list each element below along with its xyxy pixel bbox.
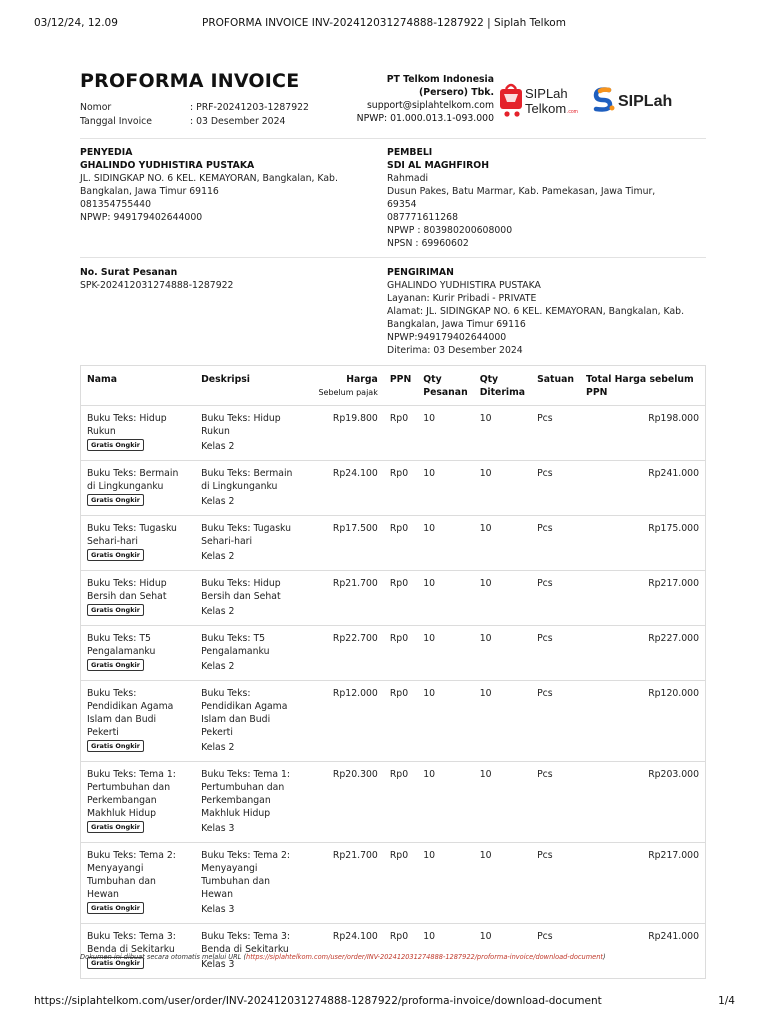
cell-deskripsi-text: Buku Teks: Tema 2: Menyayangi Tumbuhan dan Hewan [201, 850, 291, 900]
cell-qty-diterima-text: 10 [479, 769, 492, 780]
penyedia-heading: PENYEDIA [80, 147, 133, 158]
cell-qty-diterima [474, 516, 531, 571]
cell-deskripsi [195, 571, 308, 626]
siplah-telkom-logo [498, 80, 588, 120]
cell-qty-pesanan-text: 10 [423, 468, 436, 479]
cell-qty-pesanan-text: 10 [423, 769, 436, 780]
cell-satuan-text: Pcs [537, 850, 553, 861]
cell-total [580, 516, 706, 571]
cell-qty-pesanan [417, 571, 473, 626]
gratis-ongkir-badge: Gratis Ongkir [87, 439, 144, 451]
tanggal-label: Tanggal Invoice [80, 116, 153, 127]
cell-harga [308, 516, 384, 571]
pembeli-address2: 69354 [387, 199, 417, 210]
logo1-suffix: .com [567, 109, 578, 115]
pembeli-address1: Dusun Pakes, Batu Marmar, Kab. Pamekasan, Jawa Timur, [387, 186, 656, 197]
cell-nama-text: Buku Teks: Pendidikan Agama Islam dan Budi Pekerti [87, 688, 174, 738]
pembeli-section [387, 146, 707, 250]
col-header-harga [308, 366, 384, 406]
cell-nama-text: Buku Teks: Tugasku Sehari-hari [87, 523, 177, 547]
cell-satuan [531, 461, 580, 516]
penyedia-name: GHALINDO YUDHISTIRA PUSTAKA [80, 160, 255, 171]
cell-harga [308, 924, 384, 979]
kelas-label: Kelas 3 [201, 823, 235, 834]
cell-satuan [531, 924, 580, 979]
cell-qty-pesanan [417, 924, 473, 979]
penyedia-npwp: NPWP: 949179402644000 [80, 212, 203, 223]
cell-ppn-text: Rp0 [389, 850, 409, 861]
company-name-line2: (Persero) Tbk. [419, 87, 494, 98]
cell-nama-text: Buku Teks: Bermain di Lingkunganku [87, 468, 179, 492]
cell-satuan-text: Pcs [537, 931, 553, 942]
table-row [81, 516, 706, 571]
cell-nama-text: Buku Teks: Tema 1: Pertumbuhan dan Perkembangan Makhluk Hidup [87, 769, 176, 819]
cell-satuan [531, 762, 580, 843]
pengiriman-alamat2: Bangkalan, Jawa Timur 69116 [387, 319, 526, 330]
cell-qty-diterima [474, 571, 531, 626]
cell-total-text: Rp217.000 [648, 850, 699, 861]
cell-nama-text: Buku Teks: Hidup Rukun [87, 413, 167, 437]
items-table [80, 365, 706, 979]
cell-nama [81, 762, 196, 843]
cell-nama-text: Buku Teks: Hidup Bersih dan Sehat [87, 578, 167, 602]
col-header-harga-label: Harga [346, 374, 378, 385]
pengiriman-section [387, 266, 707, 357]
table-row [81, 843, 706, 924]
cell-harga-text: Rp20.300 [332, 769, 378, 780]
cell-ppn-text: Rp0 [389, 769, 409, 780]
cell-qty-pesanan [417, 406, 473, 461]
cell-qty-pesanan-text: 10 [423, 850, 436, 861]
cell-deskripsi [195, 516, 308, 571]
pembeli-name: SDI AL MAGHFIROH [387, 160, 489, 171]
cell-total [580, 461, 706, 516]
cell-harga [308, 762, 384, 843]
cell-ppn [384, 924, 417, 979]
gratis-ongkir-badge: Gratis Ongkir [87, 494, 144, 506]
cell-total-text: Rp241.000 [648, 468, 699, 479]
cell-qty-diterima [474, 461, 531, 516]
pengiriman-name: GHALINDO YUDHISTIRA PUSTAKA [387, 280, 541, 291]
logo1-line2: Telkom [525, 101, 567, 116]
note-text: Dokumen ini dibuat secara otomatis melalui URL ( [80, 953, 247, 961]
cell-deskripsi-text: Buku Teks: Hidup Bersih dan Sehat [201, 578, 281, 602]
col-header-deskripsi: Deskripsi [195, 366, 308, 406]
cell-ppn [384, 681, 417, 762]
cell-qty-pesanan [417, 843, 473, 924]
cell-total [580, 762, 706, 843]
cell-deskripsi [195, 681, 308, 762]
cell-nama [81, 681, 196, 762]
cell-total-text: Rp217.000 [648, 578, 699, 589]
cell-harga [308, 843, 384, 924]
cell-nama [81, 843, 196, 924]
print-page-title: PROFORMA INVOICE INV-202412031274888-1287922 | Siplah Telkom [202, 17, 566, 29]
cell-total [580, 571, 706, 626]
cell-total [580, 924, 706, 979]
cell-qty-diterima [474, 924, 531, 979]
cell-qty-pesanan [417, 516, 473, 571]
kelas-label: Kelas 2 [201, 606, 235, 617]
pembeli-npsn: NPSN : 69960602 [387, 238, 469, 249]
kelas-label: Kelas 3 [201, 904, 235, 915]
cell-ppn-text: Rp0 [389, 688, 409, 699]
cell-harga-text: Rp21.700 [332, 850, 378, 861]
cell-harga-text: Rp17.500 [332, 523, 378, 534]
cell-satuan-text: Pcs [537, 578, 553, 589]
cell-total [580, 406, 706, 461]
pengiriman-layanan: Layanan: Kurir Pribadi - PRIVATE [387, 293, 537, 304]
note-close: ) [603, 953, 606, 961]
cell-total-text: Rp203.000 [648, 769, 699, 780]
col-header-nama: Nama [81, 366, 196, 406]
print-datetime: 03/12/24, 12.09 [34, 17, 118, 29]
cell-deskripsi [195, 762, 308, 843]
cell-nama [81, 406, 196, 461]
cell-deskripsi-text: Buku Teks: Pendidikan Agama Islam dan Budi Pekerti [201, 688, 288, 738]
cell-qty-pesanan-text: 10 [423, 523, 436, 534]
cell-harga [308, 461, 384, 516]
col-header-qty-pesanan: Qty Pesanan [417, 366, 473, 406]
cell-deskripsi [195, 406, 308, 461]
cell-harga-text: Rp19.800 [332, 413, 378, 424]
logo2-text: SIPLah [618, 93, 673, 110]
cell-qty-diterima-text: 10 [479, 468, 492, 479]
cell-nama [81, 461, 196, 516]
gratis-ongkir-badge: Gratis Ongkir [87, 902, 144, 914]
cell-harga [308, 406, 384, 461]
cell-deskripsi [195, 626, 308, 681]
cell-ppn-text: Rp0 [389, 931, 409, 942]
table-header-row [81, 366, 706, 406]
header-divider [80, 138, 706, 139]
cell-satuan [531, 516, 580, 571]
cell-qty-diterima [474, 626, 531, 681]
cell-deskripsi-text: Buku Teks: Tema 1: Pertumbuhan dan Perkembangan Makhluk Hidup [201, 769, 291, 819]
cell-qty-diterima-text: 10 [479, 523, 492, 534]
cell-harga [308, 681, 384, 762]
gratis-ongkir-badge: Gratis Ongkir [87, 549, 144, 561]
kelas-label: Kelas 2 [201, 661, 235, 672]
cell-ppn-text: Rp0 [389, 578, 409, 589]
cell-satuan [531, 843, 580, 924]
table-row [81, 924, 706, 979]
gratis-ongkir-badge: Gratis Ongkir [87, 659, 144, 671]
cell-deskripsi-text: Buku Teks: Tugasku Sehari-hari [201, 523, 292, 547]
col-header-harga-sub: Sebelum pajak [318, 388, 378, 397]
cell-qty-diterima [474, 843, 531, 924]
cell-total [580, 626, 706, 681]
cell-satuan-text: Pcs [537, 633, 553, 644]
kelas-label: Kelas 3 [201, 959, 235, 970]
cell-harga-text: Rp12.000 [332, 688, 378, 699]
penyedia-phone: 081354755440 [80, 199, 151, 210]
note-link[interactable]: https://siplahtelkom.com/user/order/INV-202412031274888-1287922/proforma-invoice/download-document [246, 953, 603, 961]
pembeli-heading: PEMBELI [387, 147, 433, 158]
table-row [81, 681, 706, 762]
cell-total-text: Rp175.000 [648, 523, 699, 534]
siplah-s-icon [596, 90, 615, 111]
cell-satuan-text: Pcs [537, 413, 553, 424]
pembeli-contact: Rahmadi [387, 173, 429, 184]
cell-nama [81, 924, 196, 979]
pengiriman-diterima: Diterima: 03 Desember 2024 [387, 345, 523, 356]
gratis-ongkir-badge: Gratis Ongkir [87, 821, 144, 833]
print-page-indicator: 1/4 [718, 995, 735, 1007]
cell-satuan [531, 626, 580, 681]
penyedia-address2: Bangkalan, Jawa Timur 69116 [80, 186, 219, 197]
surat-pesanan-heading: No. Surat Pesanan [80, 267, 178, 278]
penyedia-section [80, 146, 370, 224]
cell-nama [81, 571, 196, 626]
cell-ppn [384, 626, 417, 681]
cell-satuan-text: Pcs [537, 468, 553, 479]
cell-total-text: Rp198.000 [648, 413, 699, 424]
cell-harga [308, 571, 384, 626]
cell-qty-diterima [474, 406, 531, 461]
penyedia-address1: JL. SIDINGKAP NO. 6 KEL. KEMAYORAN, Bangkalan, Kab. [80, 173, 338, 184]
pengiriman-heading: PENGIRIMAN [387, 267, 454, 278]
cell-satuan [531, 571, 580, 626]
cell-qty-pesanan-text: 10 [423, 931, 436, 942]
cell-qty-diterima-text: 10 [479, 931, 492, 942]
cell-ppn-text: Rp0 [389, 413, 409, 424]
cell-deskripsi-text: Buku Teks: Tema 3: Benda di Sekitarku [201, 931, 291, 955]
auto-generated-note [80, 953, 606, 961]
cell-ppn [384, 762, 417, 843]
cell-ppn-text: Rp0 [389, 633, 409, 644]
cell-ppn [384, 571, 417, 626]
cell-deskripsi [195, 924, 308, 979]
pembeli-phone: 087771611268 [387, 212, 458, 223]
section-divider [80, 257, 706, 258]
cell-ppn [384, 461, 417, 516]
cell-satuan-text: Pcs [537, 523, 553, 534]
cell-total [580, 843, 706, 924]
table-row [81, 571, 706, 626]
siplah-logo [590, 84, 680, 114]
cell-ppn [384, 406, 417, 461]
pengiriman-npwp: NPWP:949179402644000 [387, 332, 507, 343]
cell-qty-diterima-text: 10 [479, 413, 492, 424]
cell-qty-pesanan [417, 626, 473, 681]
cell-total [580, 681, 706, 762]
cell-satuan-text: Pcs [537, 769, 553, 780]
nomor-value: : PRF-20241203-1287922 [190, 102, 309, 113]
kelas-label: Kelas 2 [201, 496, 235, 507]
cell-qty-diterima-text: 10 [479, 633, 492, 644]
gratis-ongkir-badge: Gratis Ongkir [87, 604, 144, 616]
nomor-label: Nomor [80, 102, 112, 113]
kelas-label: Kelas 2 [201, 742, 235, 753]
cell-satuan-text: Pcs [537, 688, 553, 699]
table-row [81, 406, 706, 461]
table-row [81, 461, 706, 516]
tanggal-value: : 03 Desember 2024 [190, 116, 286, 127]
cell-ppn-text: Rp0 [389, 523, 409, 534]
cell-harga-text: Rp21.700 [332, 578, 378, 589]
cell-nama [81, 626, 196, 681]
cell-qty-diterima [474, 762, 531, 843]
company-npwp: NPWP: 01.000.013.1-093.000 [356, 113, 494, 124]
document-title: PROFORMA INVOICE [80, 70, 300, 92]
cell-ppn [384, 843, 417, 924]
cell-deskripsi [195, 461, 308, 516]
surat-pesanan-value: SPK-202412031274888-1287922 [80, 280, 234, 291]
company-email: support@siplahtelkom.com [366, 100, 494, 111]
cell-qty-pesanan-text: 10 [423, 633, 436, 644]
cell-harga-text: Rp22.700 [332, 633, 378, 644]
cart-icon [500, 85, 522, 117]
pembeli-npwp: NPWP : 803980200608000 [387, 225, 513, 236]
print-url: https://siplahtelkom.com/user/order/INV-202412031274888-1287922/proforma-invoice/download-document [34, 995, 602, 1007]
logo1-line1: SIPLah [525, 86, 568, 101]
col-header-ppn: PPN [384, 366, 417, 406]
cell-nama-text: Buku Teks: Tema 2: Menyayangi Tumbuhan dan Hewan [87, 850, 176, 900]
cell-qty-diterima-text: 10 [479, 850, 492, 861]
cell-qty-pesanan [417, 762, 473, 843]
cell-satuan [531, 681, 580, 762]
cell-nama [81, 516, 196, 571]
cell-qty-pesanan-text: 10 [423, 578, 436, 589]
cell-qty-pesanan-text: 10 [423, 688, 436, 699]
cell-total-text: Rp241.000 [648, 931, 699, 942]
cell-ppn [384, 516, 417, 571]
cell-deskripsi-text: Buku Teks: Bermain di Lingkunganku [201, 468, 293, 492]
cell-nama-text: Buku Teks: Tema 3: Benda di Sekitarku [87, 931, 176, 955]
cell-harga-text: Rp24.100 [332, 468, 378, 479]
cell-ppn-text: Rp0 [389, 468, 409, 479]
kelas-label: Kelas 2 [201, 441, 235, 452]
company-name-line1: PT Telkom Indonesia [386, 74, 494, 85]
table-row [81, 762, 706, 843]
company-info [348, 73, 494, 125]
cell-nama-text: Buku Teks: T5 Pengalamanku [87, 633, 156, 657]
cell-deskripsi-text: Buku Teks: T5 Pengalamanku [201, 633, 270, 657]
table-row [81, 626, 706, 681]
cell-qty-diterima-text: 10 [479, 578, 492, 589]
cell-qty-pesanan-text: 10 [423, 413, 436, 424]
cell-total-text: Rp227.000 [648, 633, 699, 644]
cell-qty-pesanan [417, 461, 473, 516]
cell-deskripsi-text: Buku Teks: Hidup Rukun [201, 413, 281, 437]
cell-qty-pesanan [417, 681, 473, 762]
col-header-qty-diterima: Qty Diterima [474, 366, 531, 406]
gratis-ongkir-badge: Gratis Ongkir [87, 740, 144, 752]
cell-harga-text: Rp24.100 [332, 931, 378, 942]
cell-deskripsi [195, 843, 308, 924]
surat-pesanan-section [80, 266, 370, 292]
cell-harga [308, 626, 384, 681]
kelas-label: Kelas 2 [201, 551, 235, 562]
col-header-satuan: Satuan [531, 366, 580, 406]
cell-qty-diterima [474, 681, 531, 762]
cell-satuan [531, 406, 580, 461]
cell-qty-diterima-text: 10 [479, 688, 492, 699]
col-header-total: Total Harga sebelum PPN [580, 366, 706, 406]
pengiriman-alamat1: Alamat: JL. SIDINGKAP NO. 6 KEL. KEMAYORAN, Bangkalan, Kab. [387, 306, 685, 317]
gratis-ongkir-badge: Gratis Ongkir [87, 957, 144, 969]
cell-total-text: Rp120.000 [648, 688, 699, 699]
